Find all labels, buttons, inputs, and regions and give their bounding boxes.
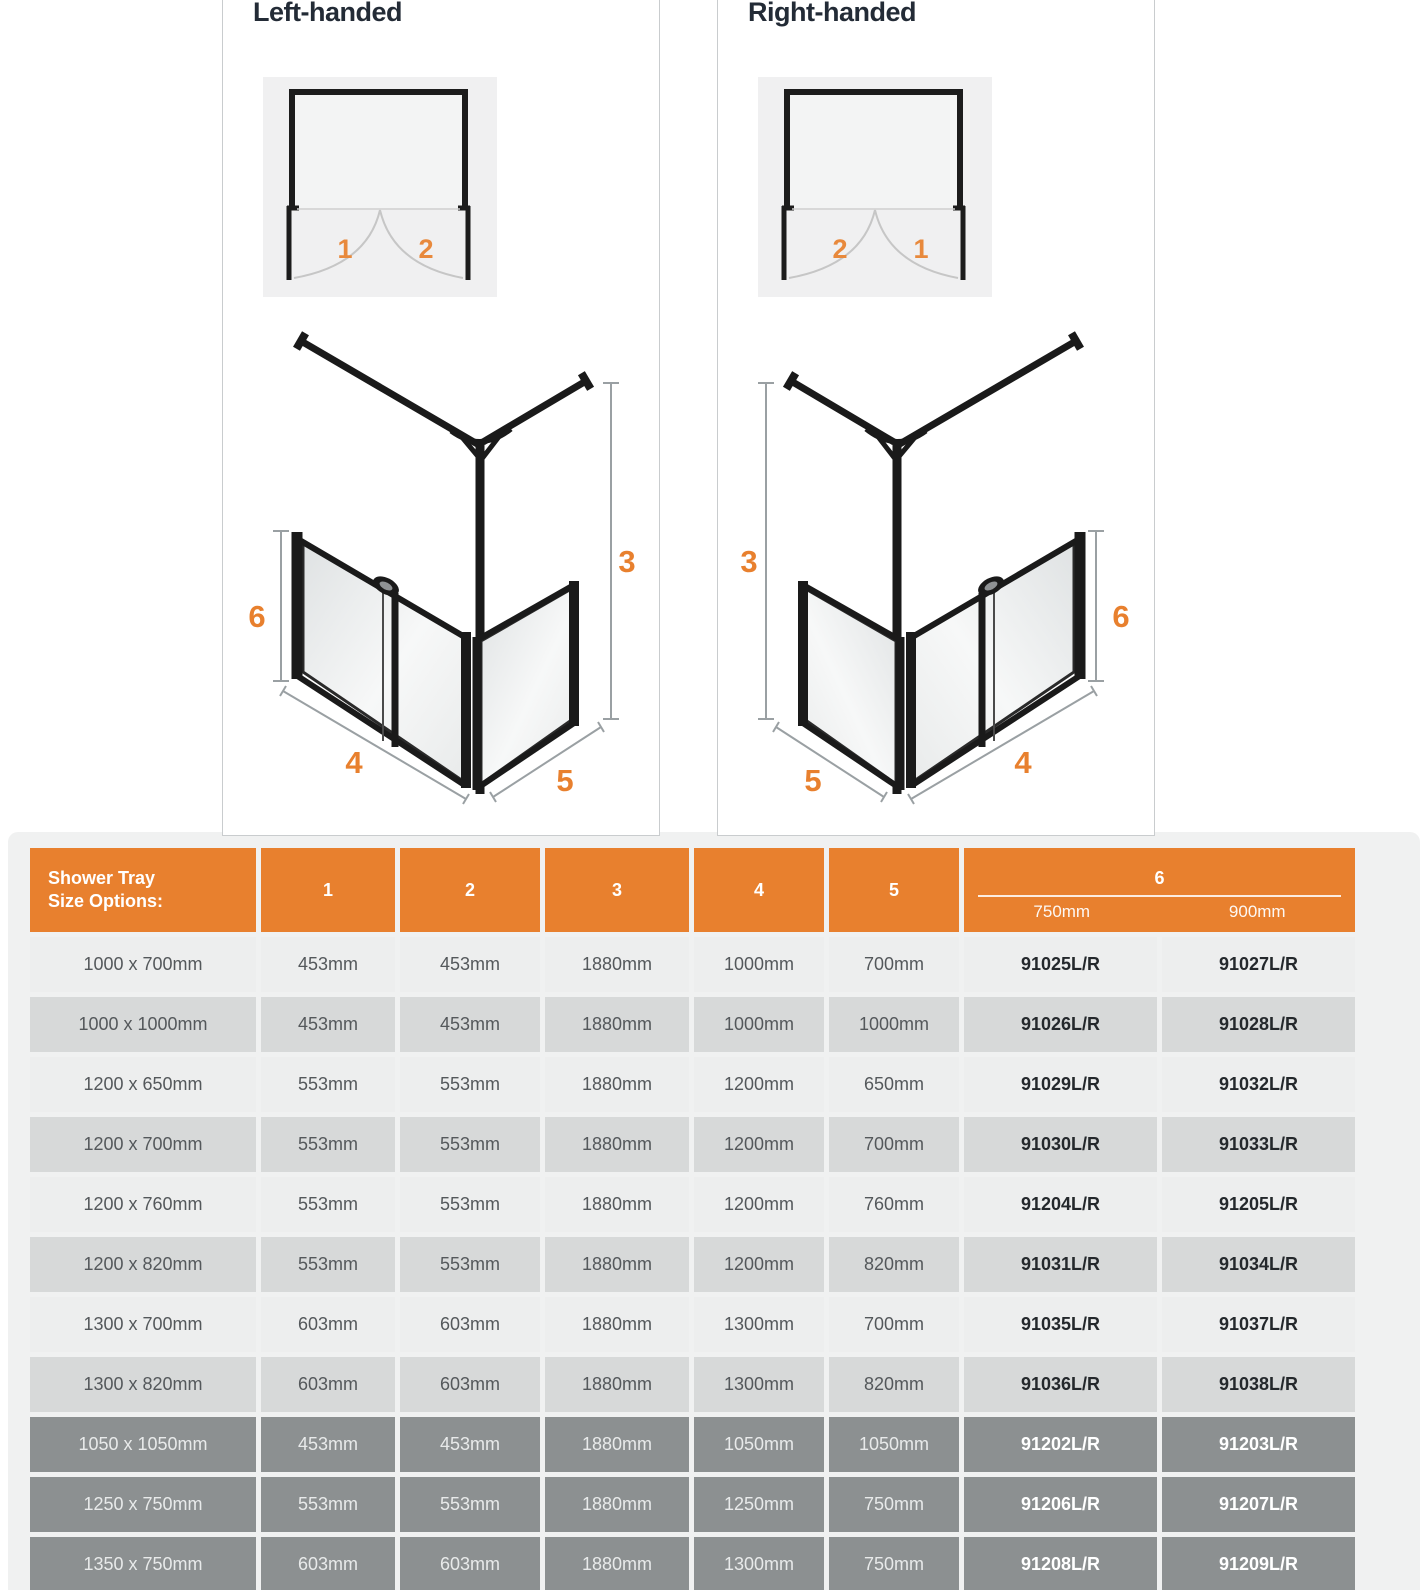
dimension-cell: 650mm [829, 1057, 959, 1112]
dimension-cell: 603mm [400, 1297, 540, 1352]
dimension-cell: 603mm [261, 1297, 395, 1352]
part-number-cell: 91027L/R [1162, 937, 1355, 992]
dimension-cell: 553mm [400, 1477, 540, 1532]
dimension-cell: 700mm [829, 1297, 959, 1352]
table-row [30, 1417, 1355, 1472]
header-col-5: 5 [829, 848, 959, 932]
size-table-body [30, 937, 1355, 1590]
dimension-cell: 453mm [261, 1417, 395, 1472]
dimension-cell: 553mm [400, 1237, 540, 1292]
door-label-right: 1 [913, 234, 929, 264]
table-row [30, 1057, 1355, 1112]
dimension-cell: 1880mm [545, 1417, 689, 1472]
part-number-cell: 91029L/R [964, 1057, 1157, 1112]
dimension-cell: 760mm [829, 1177, 959, 1232]
row-size-label: 1300 x 700mm [30, 1297, 256, 1352]
row-size-label: 1000 x 700mm [30, 937, 256, 992]
part-number-cell: 91026L/R [964, 997, 1157, 1052]
dimension-cell: 1880mm [545, 1297, 689, 1352]
part-number-cell: 91209L/R [1162, 1537, 1355, 1590]
dimension-cell: 820mm [829, 1237, 959, 1292]
dimension-cell: 750mm [829, 1537, 959, 1590]
header-col-6 [964, 848, 1355, 932]
left-handed-plan-diagram [263, 77, 497, 297]
part-number-cell: 91205L/R [1162, 1177, 1355, 1232]
left-handed-panel [222, 0, 660, 836]
row-size-label: 1200 x 650mm [30, 1057, 256, 1112]
row-size-label: 1200 x 700mm [30, 1117, 256, 1172]
dimension-cell: 553mm [261, 1237, 395, 1292]
table-row [30, 1357, 1355, 1412]
dimension-cell: 1200mm [694, 1177, 824, 1232]
dimension-cell: 453mm [261, 937, 395, 992]
header-col-3: 3 [545, 848, 689, 932]
row-size-label: 1050 x 1050mm [30, 1417, 256, 1472]
dim-label-6: 6 [248, 599, 266, 634]
header-size-options [30, 848, 256, 932]
row-size-label: 1350 x 750mm [30, 1537, 256, 1590]
dimension-cell: 603mm [400, 1537, 540, 1590]
door-label-right: 2 [418, 234, 434, 264]
dimension-cell: 1300mm [694, 1357, 824, 1412]
table-row [30, 1477, 1355, 1532]
dimension-cell: 1050mm [829, 1417, 959, 1472]
row-size-label: 1200 x 760mm [30, 1177, 256, 1232]
dimension-cell: 1880mm [545, 1177, 689, 1232]
dim-label-6: 6 [1112, 599, 1130, 634]
dimension-cell: 553mm [261, 1057, 395, 1112]
dim-label-5: 5 [556, 763, 574, 798]
table-row [30, 1297, 1355, 1352]
right-handed-plan-diagram [758, 77, 992, 297]
header-col-1: 1 [261, 848, 395, 932]
part-number-cell: 91038L/R [1162, 1357, 1355, 1412]
dimension-cell: 453mm [400, 997, 540, 1052]
dimension-cell: 1880mm [545, 1117, 689, 1172]
part-number-cell: 91034L/R [1162, 1237, 1355, 1292]
dimension-cell: 1200mm [694, 1057, 824, 1112]
iso-geometry [273, 333, 619, 804]
dimension-cell: 553mm [261, 1177, 395, 1232]
dimension-cell: 700mm [829, 1117, 959, 1172]
part-number-cell: 91203L/R [1162, 1417, 1355, 1472]
dimension-cell: 453mm [400, 937, 540, 992]
row-size-label: 1000 x 1000mm [30, 997, 256, 1052]
header-col-6-divider [978, 895, 1341, 897]
dim-label-5: 5 [804, 763, 822, 798]
row-size-label: 1250 x 750mm [30, 1477, 256, 1532]
part-number-cell: 91032L/R [1162, 1057, 1355, 1112]
dimension-cell: 553mm [400, 1177, 540, 1232]
row-size-label: 1300 x 820mm [30, 1357, 256, 1412]
part-number-cell: 91037L/R [1162, 1297, 1355, 1352]
dimension-cell: 553mm [261, 1117, 395, 1172]
dimension-cell: 750mm [829, 1477, 959, 1532]
part-number-cell: 91035L/R [964, 1297, 1157, 1352]
dimension-cell: 1300mm [694, 1297, 824, 1352]
table-row [30, 1177, 1355, 1232]
header-size-options-line2: Size Options: [48, 891, 164, 911]
dimension-cell: 1000mm [829, 997, 959, 1052]
dimension-cell: 1050mm [694, 1417, 824, 1472]
part-number-cell: 91028L/R [1162, 997, 1355, 1052]
dim-label-4: 4 [1014, 745, 1032, 780]
right-handed-panel [717, 0, 1155, 836]
left-handed-iso-diagram [223, 329, 659, 819]
header-size-options-line1: Shower Tray [48, 867, 156, 888]
part-number-cell: 91036L/R [964, 1357, 1157, 1412]
dimension-cell: 820mm [829, 1357, 959, 1412]
dimension-cell: 1200mm [694, 1117, 824, 1172]
right-handed-iso-diagram [718, 329, 1154, 819]
dimension-cell: 700mm [829, 937, 959, 992]
part-number-cell: 91207L/R [1162, 1477, 1355, 1532]
dimension-cell: 1300mm [694, 1537, 824, 1590]
dim-label-3: 3 [618, 544, 636, 579]
left-handed-title: Left-handed [253, 0, 402, 27]
dimension-cell: 1880mm [545, 1477, 689, 1532]
dimension-cell: 603mm [400, 1357, 540, 1412]
header-col-6-750mm: 750mm [1033, 902, 1091, 921]
dimension-cell: 603mm [261, 1357, 395, 1412]
door-label-left: 2 [832, 234, 848, 264]
dimension-cell: 1200mm [694, 1237, 824, 1292]
part-number-cell: 91033L/R [1162, 1117, 1355, 1172]
part-number-cell: 91030L/R [964, 1117, 1157, 1172]
iso-geometry [758, 333, 1104, 804]
dimension-cell: 553mm [400, 1117, 540, 1172]
dimension-cell: 1880mm [545, 1237, 689, 1292]
table-row [30, 1237, 1355, 1292]
part-number-cell: 91204L/R [964, 1177, 1157, 1232]
dimension-cell: 1000mm [694, 937, 824, 992]
dimension-cell: 603mm [261, 1537, 395, 1590]
dimension-cell: 553mm [400, 1057, 540, 1112]
dimension-cell: 1000mm [694, 997, 824, 1052]
part-number-cell: 91202L/R [964, 1417, 1157, 1472]
dimension-cell: 453mm [400, 1417, 540, 1472]
table-row [30, 1537, 1355, 1590]
part-number-cell: 91031L/R [964, 1237, 1157, 1292]
table-row [30, 997, 1355, 1052]
table-row [30, 1117, 1355, 1172]
dimension-cell: 1880mm [545, 997, 689, 1052]
dimension-cell: 1880mm [545, 1537, 689, 1590]
header-col-6-label: 6 [1154, 868, 1165, 888]
dimension-cell: 1250mm [694, 1477, 824, 1532]
shower-tray-size-table [25, 843, 1360, 1590]
header-col-2: 2 [400, 848, 540, 932]
dimension-cell: 1880mm [545, 1057, 689, 1112]
row-size-label: 1200 x 820mm [30, 1237, 256, 1292]
dim-label-4: 4 [345, 745, 363, 780]
right-handed-title: Right-handed [748, 0, 916, 27]
part-number-cell: 91208L/R [964, 1537, 1157, 1590]
table-header [30, 848, 1355, 932]
dimension-cell: 453mm [261, 997, 395, 1052]
door-label-left: 1 [337, 234, 353, 264]
part-number-cell: 91206L/R [964, 1477, 1157, 1532]
dimension-cell: 1880mm [545, 1357, 689, 1412]
dimension-cell: 1880mm [545, 937, 689, 992]
header-col-4: 4 [694, 848, 824, 932]
dimension-cell: 553mm [261, 1477, 395, 1532]
dim-label-3: 3 [740, 544, 758, 579]
header-col-6-900mm: 900mm [1228, 902, 1286, 921]
table-row [30, 937, 1355, 992]
part-number-cell: 91025L/R [964, 937, 1157, 992]
